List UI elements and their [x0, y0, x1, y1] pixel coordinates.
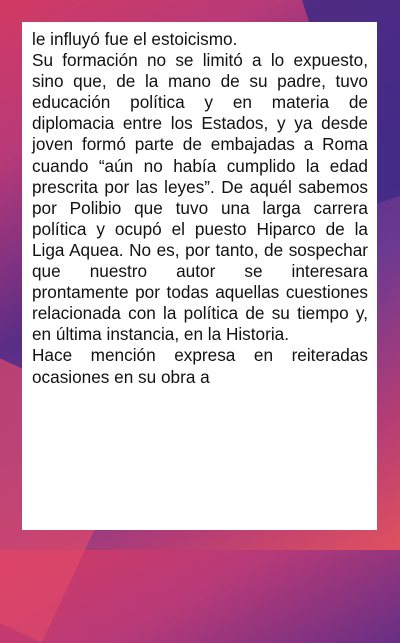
paragraph-continuation: le influyó fue el estoicismo. [32, 29, 238, 49]
text-page [22, 22, 377, 530]
paragraph-formation: Su formación no se limitó a lo expuesto, sino que, de la mano de su padre, tuvo educación política y en materia de diplomacia entre los Estados, y ya desde joven formó parte de embajadas a Roma cuando “aún no había cumplido la edad prescrita por las leyes”. De aquél sabemos por Polibio que tuvo una larga carrera política y ocupó el puesto Hiparco de la Liga Aquea. No es, por tanto, de sospechar que nuestro autor se interesara prontamente por todas aquellas cuestiones relacionada con la política de su tiempo y, en última instancia, en la Historia. [32, 50, 368, 345]
paragraph-mention: Hace mención expresa en reiteradas ocasiones en su obra a [32, 345, 368, 387]
body-text [32, 29, 368, 388]
